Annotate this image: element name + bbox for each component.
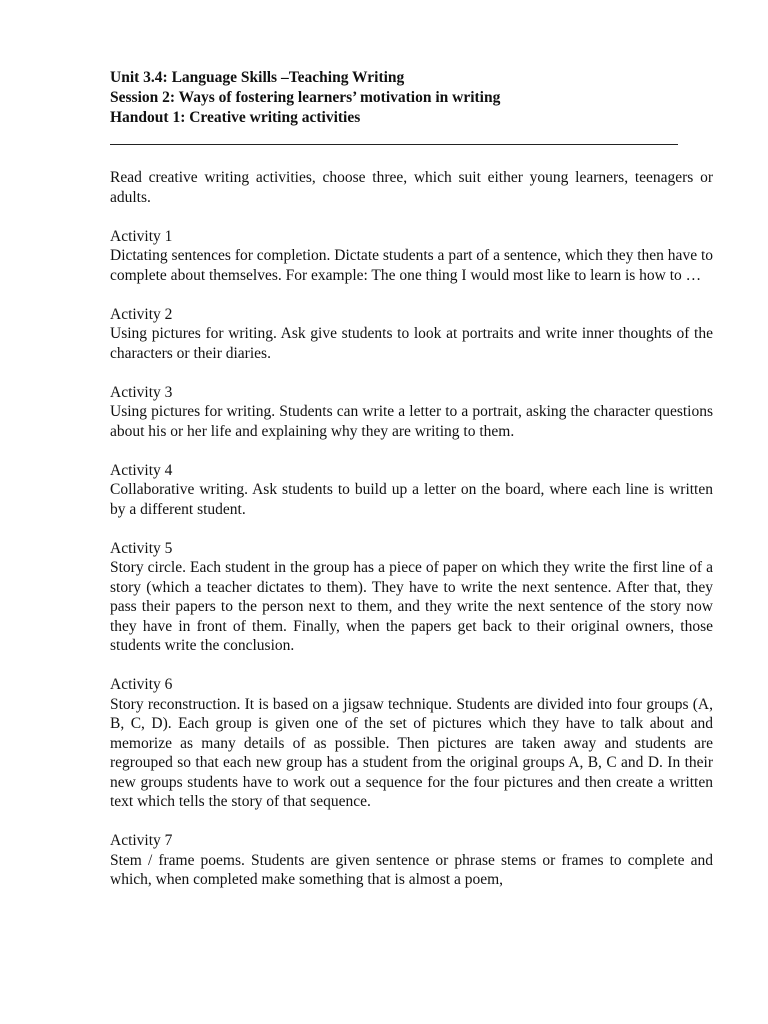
document-body xyxy=(110,168,713,909)
activity-text: Story circle. Each student in the group has a piece of paper on which they write the first line of a story (which a teacher dictates to them). They have to write the next sentence. After that, they pass their papers to the person next to them, and they write the next sentence of the story now they have in front of them. Finally, when the papers get back to their original owners, those students write the conclusion. xyxy=(110,559,713,654)
activity-2 xyxy=(110,305,713,364)
activity-text: Using pictures for writing. Students can write a letter to a portrait, asking the character questions about his or her life and explaining why they are writing to them. xyxy=(110,403,713,440)
activity-5 xyxy=(110,539,713,656)
intro-text: Read creative writing activities, choose three, which suit either young learners, teenagers or adults. xyxy=(110,169,713,206)
activity-text: Collaborative writing. Ask students to build up a letter on the board, where each line is written by a different student. xyxy=(110,481,713,518)
activity-text: Dictating sentences for completion. Dictate students a part of a sentence, which they then have to complete about themselves. For example: The one thing I would most like to learn is how to … xyxy=(110,247,714,284)
activity-title: Activity 1 xyxy=(110,227,173,245)
activity-title: Activity 7 xyxy=(110,832,173,849)
activity-7 xyxy=(110,831,713,890)
activity-4 xyxy=(110,461,713,520)
activity-3 xyxy=(110,383,713,442)
activity-title: Activity 4 xyxy=(110,461,173,479)
handout-title: Handout 1: Creative writing activities xyxy=(110,109,361,126)
activity-text: Using pictures for writing. Ask give students to look at portraits and write inner thoughts of the characters or their diaries. xyxy=(110,325,713,362)
unit-title: Unit 3.4: Language Skills –Teaching Writing xyxy=(110,69,405,86)
activity-title: Activity 2 xyxy=(110,305,173,323)
document-header xyxy=(110,68,500,128)
activity-6 xyxy=(110,675,713,812)
activity-title: Activity 6 xyxy=(110,676,173,693)
activity-title: Activity 3 xyxy=(110,383,173,401)
activity-text: Stem / frame poems. Students are given sentence or phrase stems or frames to complete and which, when completed make something that is almost a poem, xyxy=(110,851,713,888)
session-title: Session 2: Ways of fostering learners’ motivation in writing xyxy=(110,89,501,106)
activity-title: Activity 5 xyxy=(110,539,173,557)
activity-text: Story reconstruction. It is based on a jigsaw technique. Students are divided into four groups (A, B, C, D). Each group is given one of the set of pictures which they have to talk about and memorize as many details of as possible. Then pictures are taken away and students are regrouped so that each new group has a student from the original groups A, B, C and D. In their new groups students have to work out a sequence for the four pictures and then create a written text which tells the story of that sequence. xyxy=(110,695,713,810)
header-divider xyxy=(110,144,678,145)
activity-1 xyxy=(110,227,713,286)
